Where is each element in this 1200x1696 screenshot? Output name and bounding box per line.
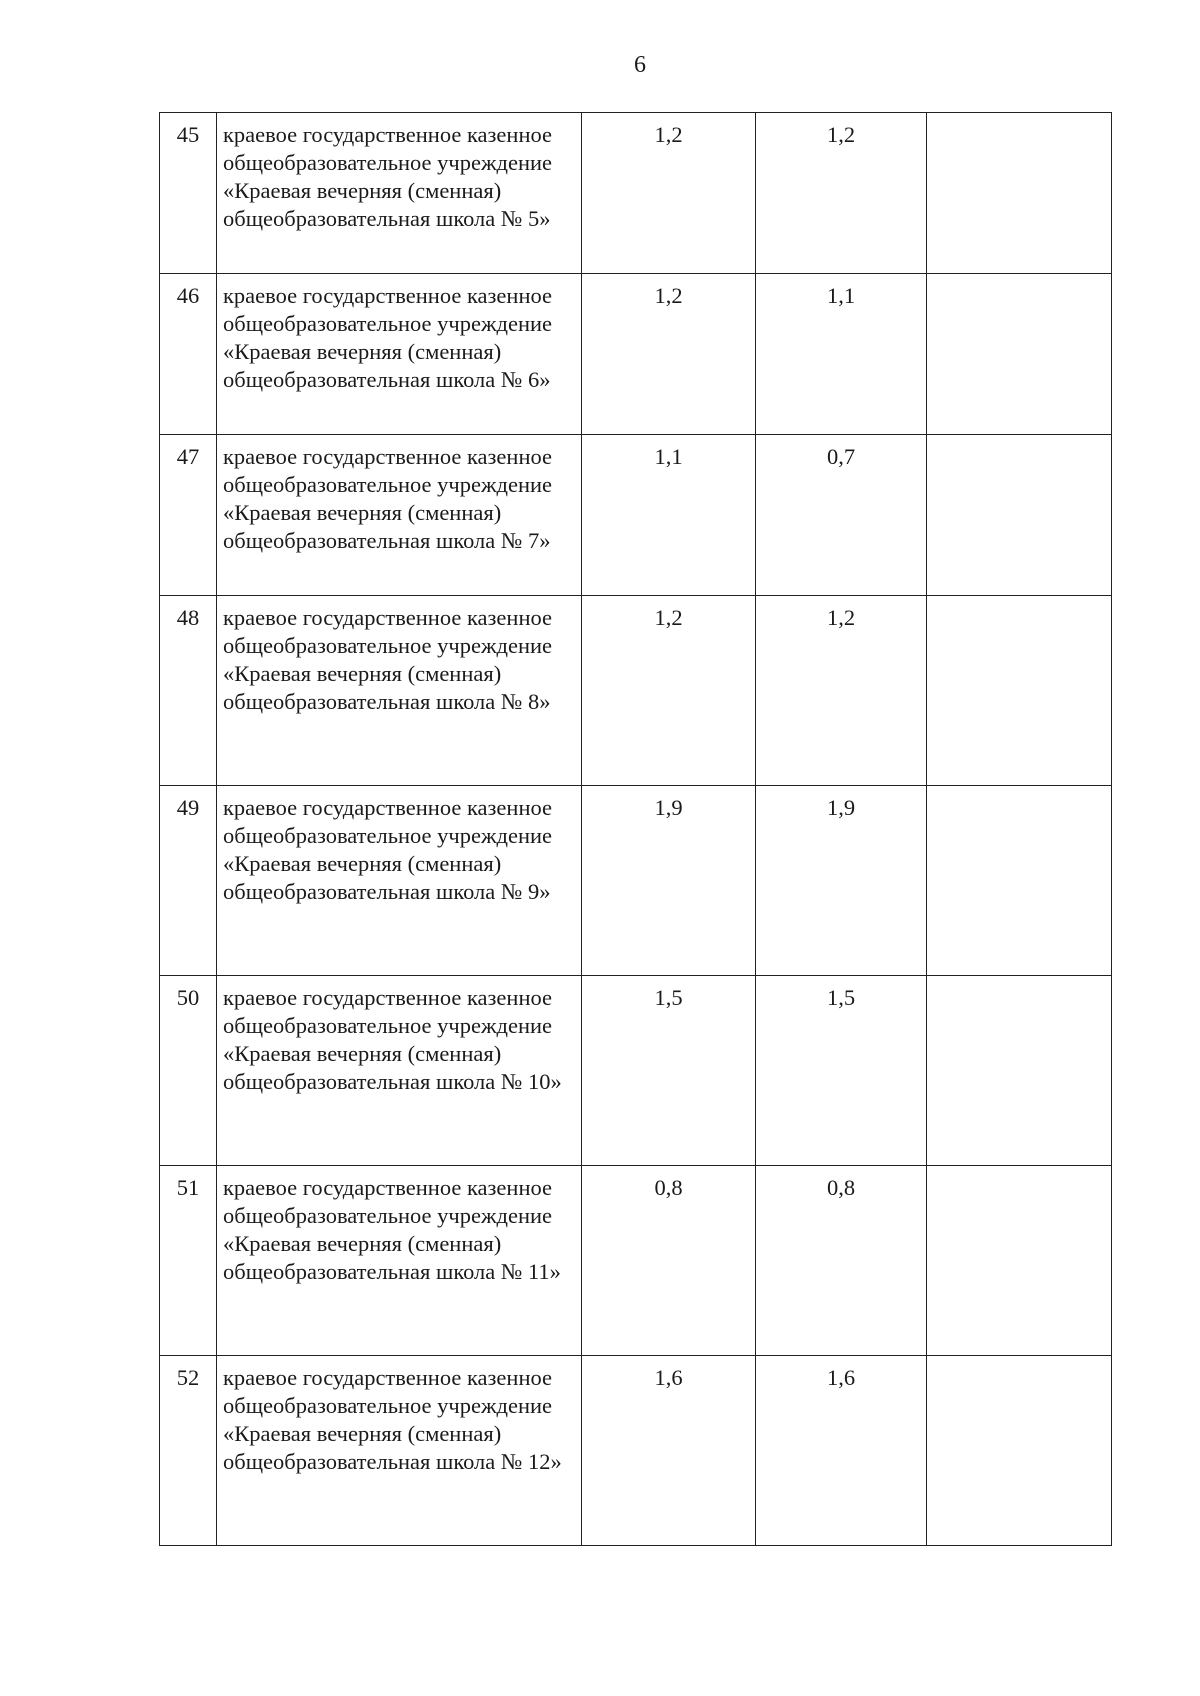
value-column-3: [927, 596, 1112, 786]
value-column-3: [927, 113, 1112, 274]
value-column-1: 1,2: [582, 113, 756, 274]
value-column-3: [927, 786, 1112, 976]
row-number: 50: [160, 976, 217, 1166]
value-column-3: [927, 435, 1112, 596]
row-number: 52: [160, 1356, 217, 1546]
table-row: [160, 596, 1112, 786]
table-row: [160, 786, 1112, 976]
table-row: [160, 1166, 1112, 1356]
institution-name: краевое государственное казенное общеобразовательное учреждение «Краевая вечерняя (сменная) общеобразовательная школа № 7»: [217, 435, 582, 596]
institution-name: краевое государственное казенное общеобразовательное учреждение «Краевая вечерняя (сменная) общеобразовательная школа № 10»: [217, 976, 582, 1166]
row-number: 48: [160, 596, 217, 786]
institution-name: краевое государственное казенное общеобразовательное учреждение «Краевая вечерняя (сменная) общеобразовательная школа № 12»: [217, 1356, 582, 1546]
value-column-2: 0,8: [756, 1166, 927, 1356]
institutions-table: [159, 112, 1112, 1546]
institution-name: краевое государственное казенное общеобразовательное учреждение «Краевая вечерняя (сменная) общеобразовательная школа № 11»: [217, 1166, 582, 1356]
value-column-2: 1,2: [756, 113, 927, 274]
page-number: 6: [634, 52, 646, 78]
value-column-3: [927, 1356, 1112, 1546]
value-column-3: [927, 976, 1112, 1166]
row-number: 46: [160, 274, 217, 435]
value-column-2: 1,9: [756, 786, 927, 976]
value-column-3: [927, 1166, 1112, 1356]
row-number: 51: [160, 1166, 217, 1356]
value-column-1: 1,5: [582, 976, 756, 1166]
value-column-1: 1,1: [582, 435, 756, 596]
row-number: 47: [160, 435, 217, 596]
value-column-2: 1,2: [756, 596, 927, 786]
table-row: [160, 435, 1112, 596]
value-column-1: 1,2: [582, 596, 756, 786]
value-column-2: 1,5: [756, 976, 927, 1166]
institution-name: краевое государственное казенное общеобразовательное учреждение «Краевая вечерняя (сменная) общеобразовательная школа № 9»: [217, 786, 582, 976]
value-column-2: 1,1: [756, 274, 927, 435]
value-column-2: 1,6: [756, 1356, 927, 1546]
institution-name: краевое государственное казенное общеобразовательное учреждение «Краевая вечерняя (сменная) общеобразовательная школа № 6»: [217, 274, 582, 435]
value-column-2: 0,7: [756, 435, 927, 596]
table-row: [160, 113, 1112, 274]
institution-name: краевое государственное казенное общеобразовательное учреждение «Краевая вечерняя (сменная) общеобразовательная школа № 8»: [217, 596, 582, 786]
value-column-1: 1,2: [582, 274, 756, 435]
institution-name: краевое государственное казенное общеобразовательное учреждение «Краевая вечерняя (сменная) общеобразовательная школа № 5»: [217, 113, 582, 274]
value-column-1: 1,9: [582, 786, 756, 976]
row-number: 49: [160, 786, 217, 976]
value-column-1: 0,8: [582, 1166, 756, 1356]
row-number: 45: [160, 113, 217, 274]
table-row: [160, 1356, 1112, 1546]
value-column-3: [927, 274, 1112, 435]
table-row: [160, 274, 1112, 435]
value-column-1: 1,6: [582, 1356, 756, 1546]
table-row: [160, 976, 1112, 1166]
